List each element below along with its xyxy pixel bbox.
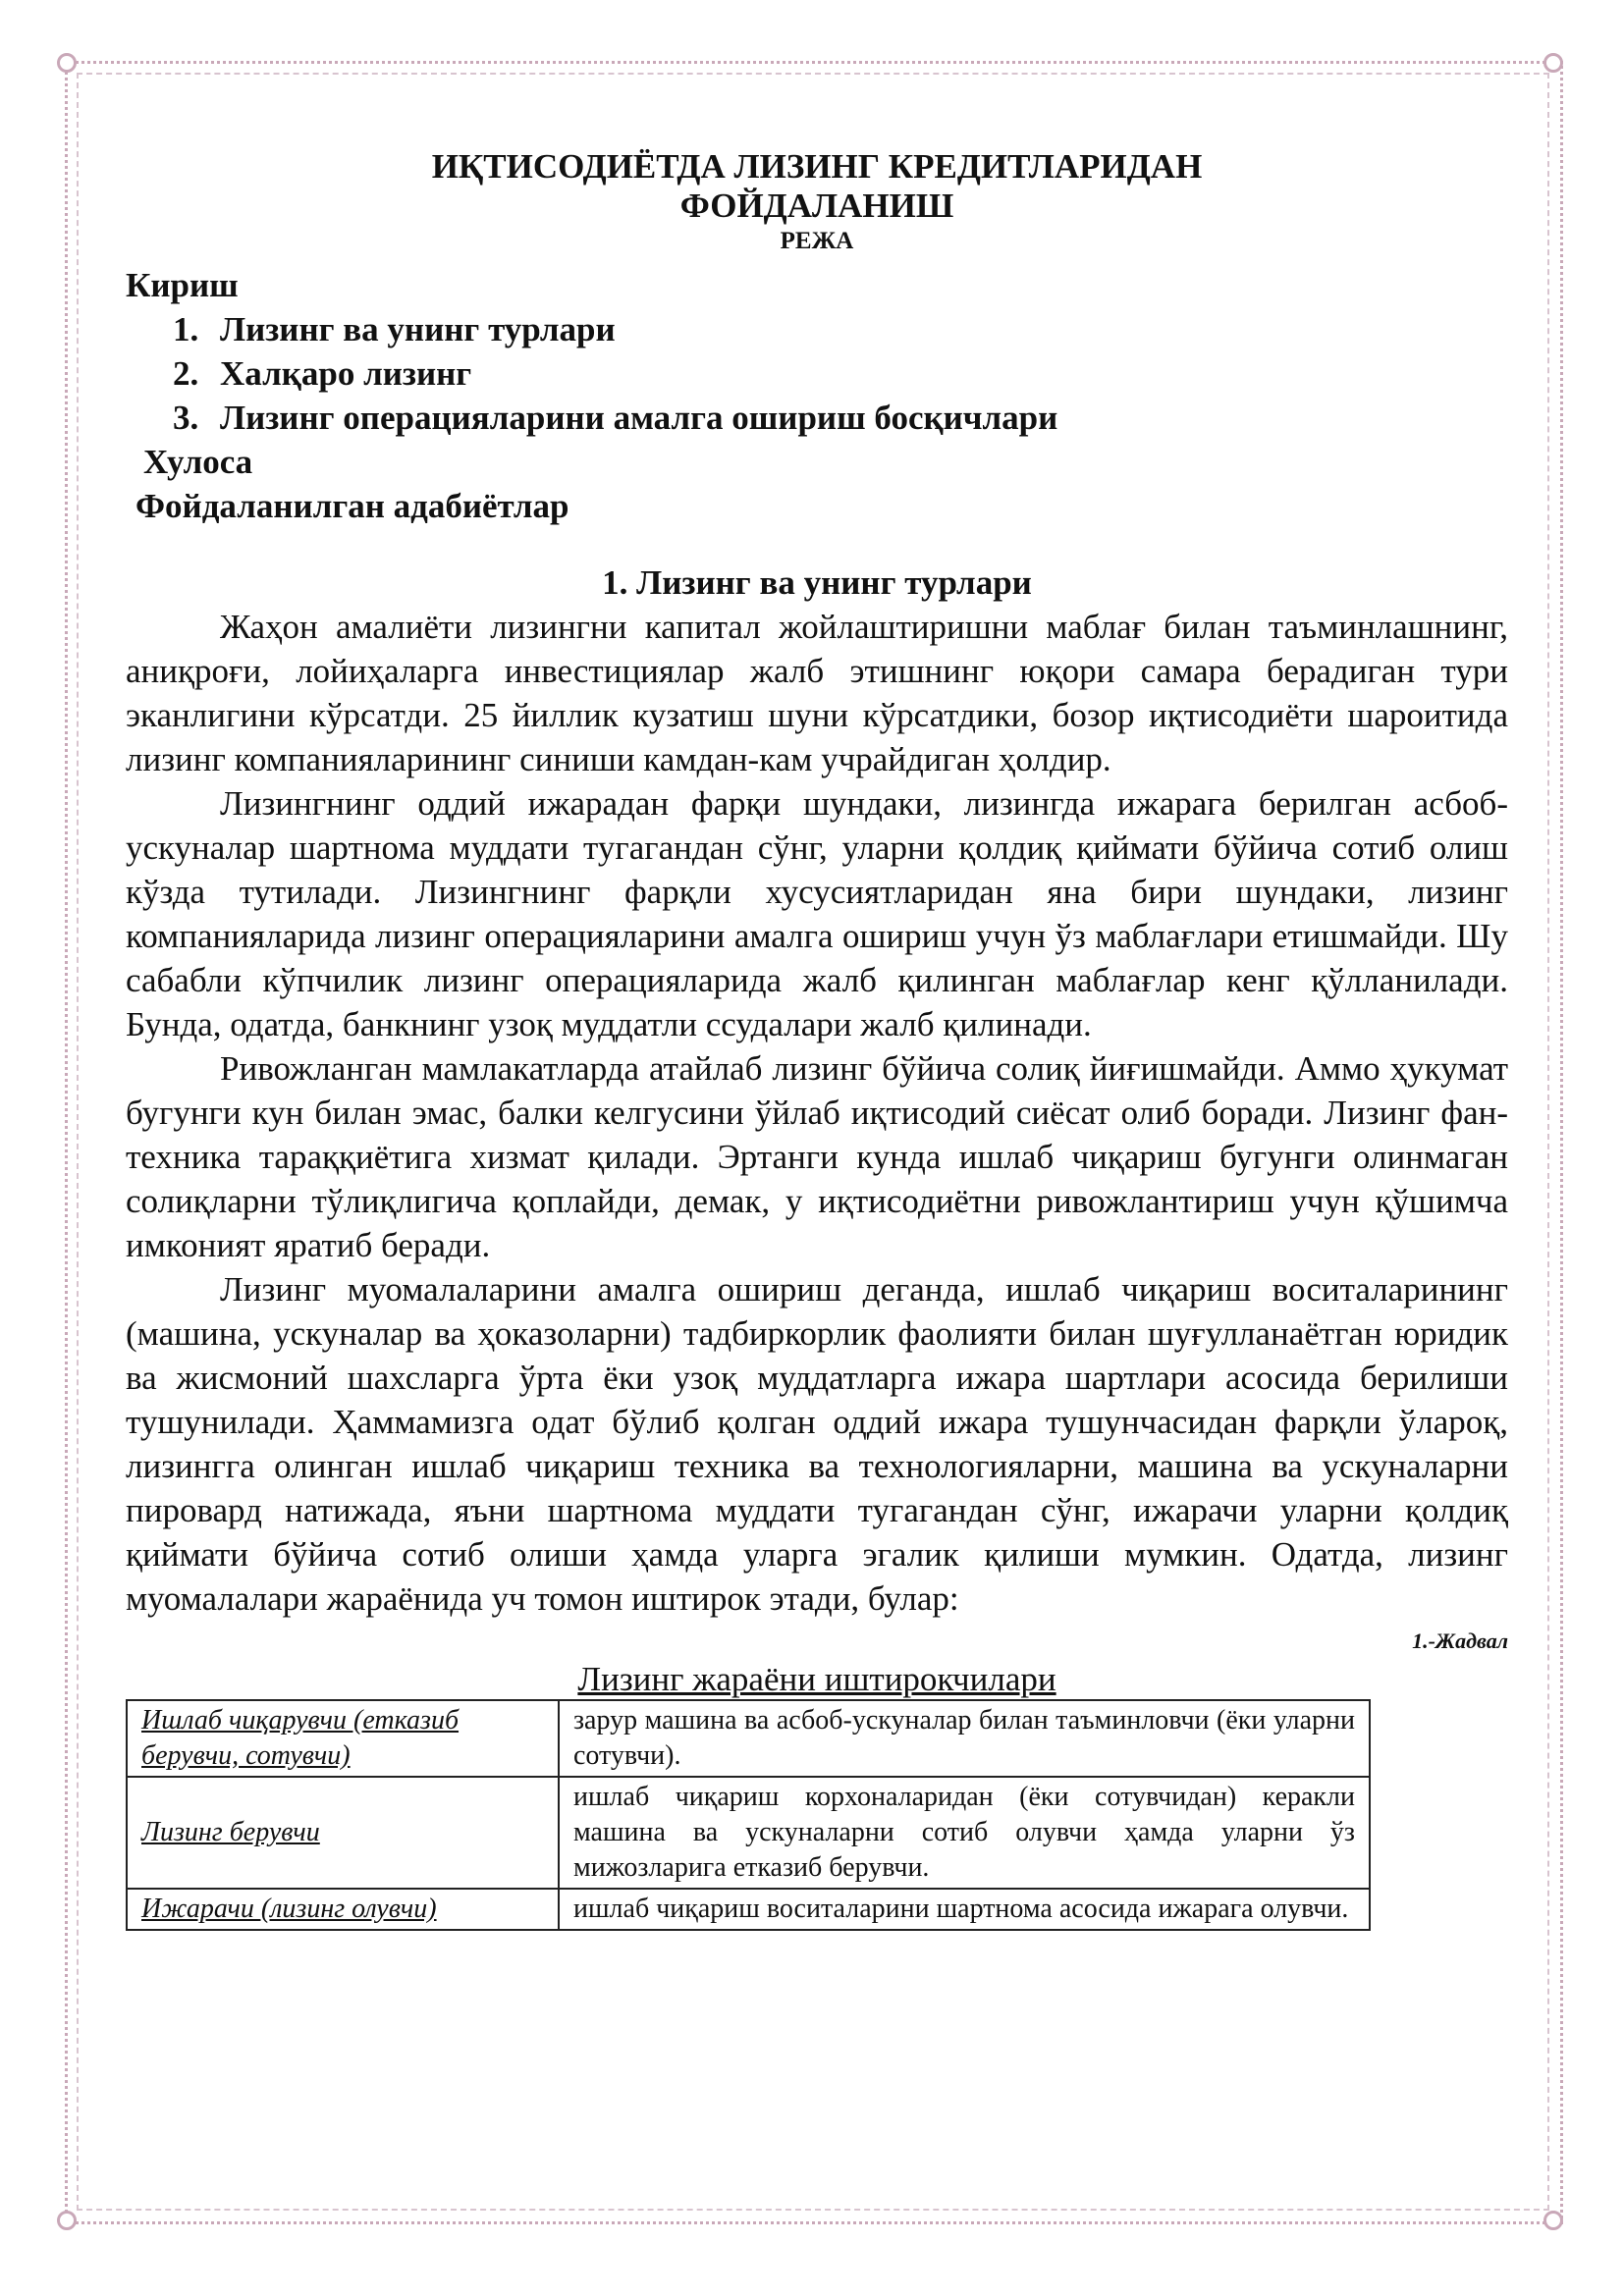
document-title-line1: ИҚТИСОДИЁТДА ЛИЗИНГ КРЕДИТЛАРИДАН: [431, 147, 1203, 186]
body-paragraph: Лизингнинг оддий ижарадан фарқи шундаки, лизингда ижарага берилган асбоб-ускуналар шартнома муддати тугагандан сўнг, уларни қолдиқ қиймати бўйича сотиб олиш кўзда тутилади. Лизингнинг фарқли хусусиятларидан яна бири шундаки, лизинг компанияларида лизинг операцияларини амалга ошириш учун ўз маблағлари етишмайди. Шу сабабли кўпчилик лизинг операцияларида жалб қилинган маблағлар кенг қўлланилади. Бунда, одатда, банкнинг узоқ муддатли ссудалари жалб қилинади.: [126, 784, 1508, 1043]
table-cell-role: Ижарачи (лизинг олувчи): [127, 1889, 559, 1930]
border-corner-ornament: [1543, 2211, 1563, 2230]
plan-item: [173, 396, 1508, 440]
plan-item: [173, 351, 1508, 396]
table-cell-role: Лизинг берувчи: [127, 1777, 559, 1889]
section-heading: 1. Лизинг ва унинг турлари: [602, 563, 1032, 602]
plan-conclusion: Хулоса: [143, 443, 253, 481]
table-cell-description: ишлаб чиқариш воситаларини шартнома асосида ижарага олувчи.: [559, 1889, 1370, 1930]
plan-item: [173, 307, 1508, 351]
plan-item-label: Лизинг ва унинг турлари: [220, 310, 616, 348]
body-paragraph: Жаҳон амалиёти лизингни капитал жойлаштиришни маблағ билан таъминлашнинг, аниқроғи, лойиҳаларга инвестициялар жалб этишнинг юқори самара берадиган тури эканлигини кўрсатди. 25 йиллик кузатиш шуни кўрсатдики, бозор иқтисодиёти шароитида лизинг компанияларининг синиши камдан-кам учрайдиган ҳолдир.: [126, 608, 1508, 778]
table-number-label: 1.-Жадвал: [1412, 1629, 1508, 1653]
document-body: [126, 147, 1508, 1931]
plan-intro: Кириш: [126, 266, 239, 304]
body-paragraph: Ривожланган мамлакатларда атайлаб лизинг бўйича солиқ йиғишмайди. Аммо ҳукумат бугунги кун билан эмас, балки келгусини ўйлаб иқтисодий сиёсат олиб боради. Лизинг фан-техника тараққиётига хизмат қилади. Эртанги кунда ишлаб чиқариш бугунги олинмаган солиқларни тўлиқлигича қоплайди, демак, у иқтисодиётни ривожлантириш учун қўшимча имконият яратиб беради.: [126, 1049, 1508, 1264]
plan-item-label: Лизинг операцияларини амалга ошириш босқичлари: [220, 399, 1058, 437]
plan-heading: РЕЖА: [780, 228, 854, 254]
plan-list: [126, 263, 1508, 528]
plan-references: Фойдаланилган адабиётлар: [135, 487, 569, 525]
participants-table: [126, 1699, 1371, 1931]
table-row: [127, 1777, 1370, 1889]
plan-item-label: Халқаро лизинг: [220, 354, 472, 393]
table-row: [127, 1889, 1370, 1930]
document-title-line2: ФОЙДАЛАНИШ: [679, 187, 954, 225]
border-corner-ornament: [1543, 53, 1563, 73]
plan-item-number: 2.: [173, 354, 199, 393]
border-corner-ornament: [57, 2211, 77, 2230]
table-cell-role: Ишлаб чиқарувчи (етказиб берувчи, сотувчи): [127, 1700, 559, 1777]
table-row: [127, 1700, 1370, 1777]
table-title: Лизинг жараёни иштирокчилари: [577, 1660, 1056, 1698]
border-corner-ornament: [57, 53, 77, 73]
body-paragraph: Лизинг муомалаларини амалга ошириш деганда, ишлаб чиқариш воситаларининг (машина, ускуналар ва ҳоказоларни) тадбиркорлик фаолияти билан шуғулланаётган юридик ва жисмоний шахсларга ўрта ёки узоқ муддатларга ижара шартлари асосида берилиши тушунилади. Ҳаммамизга одат бўлиб қолган оддий ижара тушунчасидан фарқли ўлароқ, лизингга олинган ишлаб чиқариш техника ва технологияларни, машина ва ускуналарни пировард натижада, яъни шартнома муддати тугагандан сўнг, ижарачи уларни қолдиқ қиймати бўйича сотиб олиши ҳамда уларга эгалик қилиши мумкин. Одатда, лизинг муомалалари жараёнида уч томон иштирок этади, булар:: [126, 1270, 1508, 1618]
table-cell-description: зарур машина ва асбоб-ускуналар билан таъминловчи (ёки уларни сотувчи).: [559, 1700, 1370, 1777]
plan-item-number: 1.: [173, 310, 199, 348]
plan-item-number: 3.: [173, 399, 199, 437]
table-cell-description: ишлаб чиқариш корхоналаридан (ёки сотувчидан) керакли машина ва ускуналарни сотиб олувчи ҳамда уларни ўз мижозларига етказиб берувчи.: [559, 1777, 1370, 1889]
